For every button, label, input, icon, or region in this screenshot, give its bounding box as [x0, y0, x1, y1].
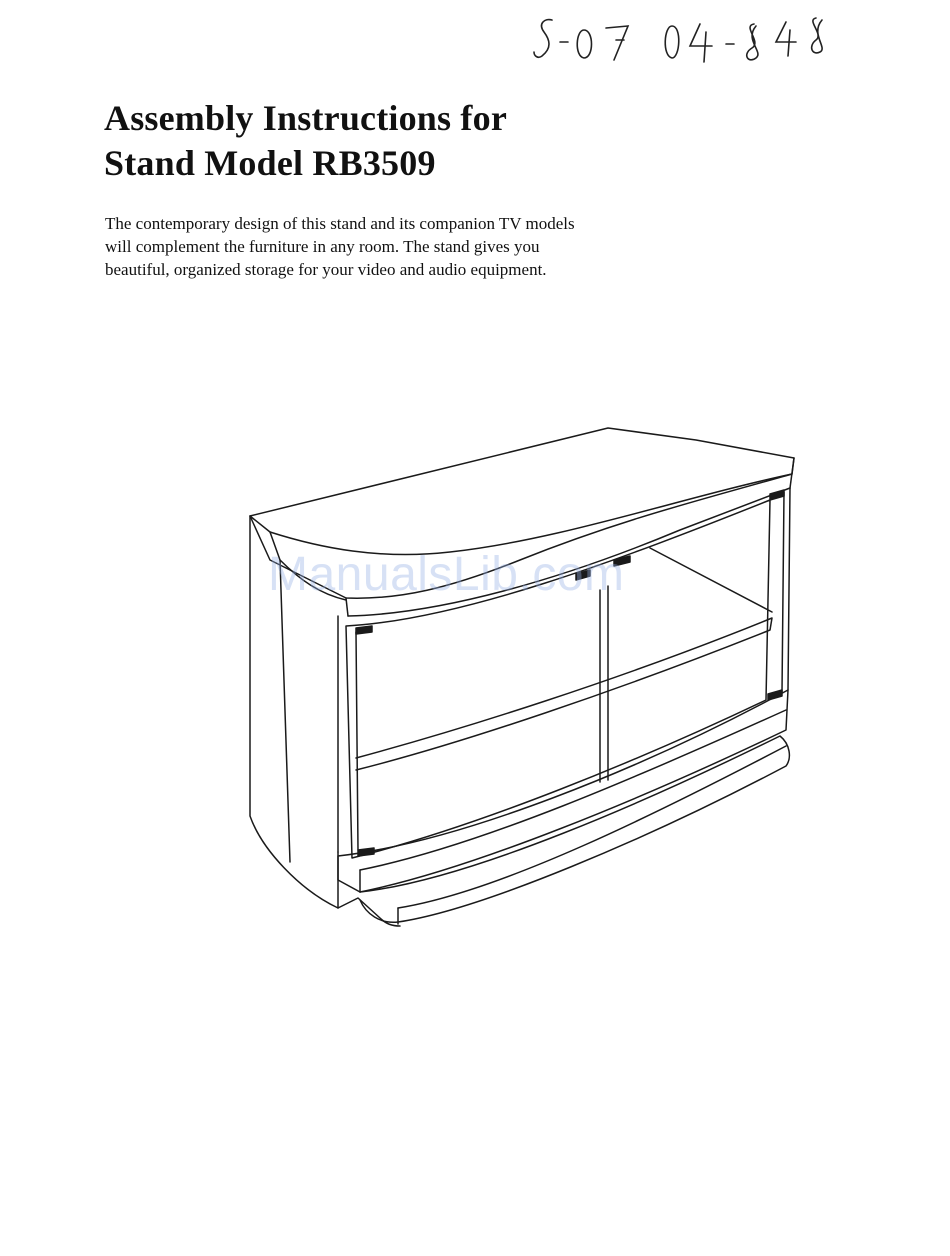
inner-shelf	[356, 618, 772, 770]
title-line-2: Stand Model RB3509	[104, 143, 436, 183]
stand-base	[360, 736, 789, 922]
tv-stand-illustration	[236, 420, 806, 940]
handwritten-note	[530, 12, 840, 72]
watermark: ManualsLib.com	[268, 548, 625, 601]
bottom-rail	[338, 690, 788, 892]
title-line-1: Assembly Instructions for	[104, 98, 508, 138]
intro-paragraph: The contemporary design of this stand and its companion TV models will complement the furniture in any room. The stand gives you beautiful, organized storage for your video and audio equipment.	[105, 214, 575, 279]
page-title	[104, 96, 507, 186]
